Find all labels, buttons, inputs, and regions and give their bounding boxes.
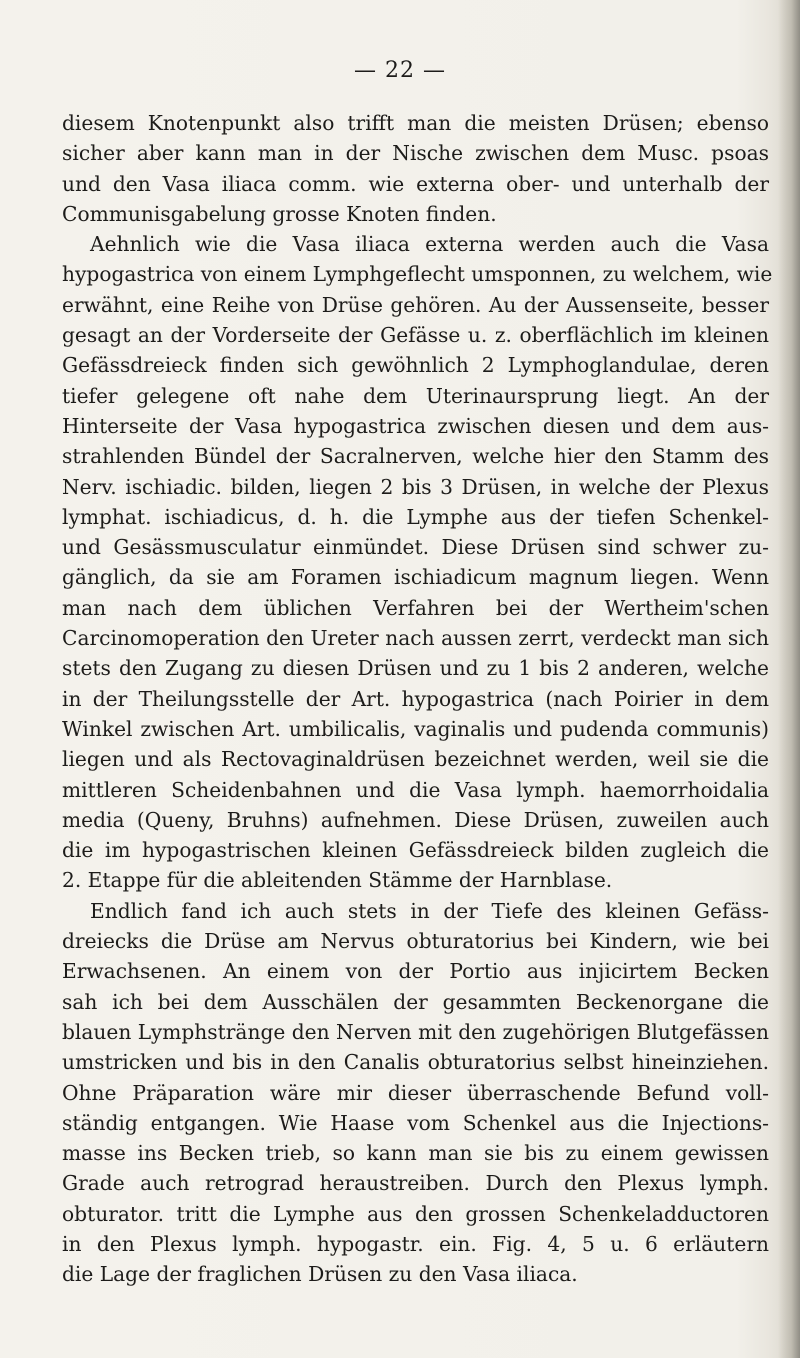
text-line: gänglich, da sie am Foramen ischiadicum magnum liegen. Wenn [62, 565, 769, 590]
text-line: in der Theilungsstelle der Art. hypogastrica (nach Poirier in dem [62, 686, 769, 711]
text-line: tiefer gelegene oft nahe dem Uterinaursprung liegt. An der [62, 383, 769, 408]
text-line: sah ich bei dem Ausschälen der gesammten Beckenorgane die [62, 989, 769, 1014]
text-line: und den Vasa iliaca comm. wie externa ober- und unterhalb der [62, 171, 769, 196]
page-edge-shadow [778, 0, 800, 1358]
text-line: blauen Lymphstränge den Nerven mit den zugehörigen Blutgefässen [62, 1019, 769, 1044]
text-line: Endlich fand ich auch stets in der Tiefe des kleinen Gefäss- [90, 898, 769, 923]
text-line: umstricken und bis in den Canalis obturatorius selbst hineinziehen. [62, 1050, 769, 1075]
text-line: Aehnlich wie die Vasa iliaca externa werden auch die Vasa [90, 232, 769, 257]
text-line: Erwachsenen. An einem von der Portio aus injicirtem Becken [62, 959, 769, 984]
text-line: strahlenden Bündel der Sacralnerven, welche hier den Stamm des [62, 444, 769, 469]
text-line: diesem Knotenpunkt also trifft man die meisten Drüsen; ebenso [62, 111, 769, 135]
text-line: und Gesässmusculatur einmündet. Diese Drüsen sind schwer zu- [62, 535, 769, 560]
text-line: Carcinomoperation den Ureter nach aussen zerrt, verdeckt man sich [62, 626, 769, 651]
text-line: die im hypogastrischen kleinen Gefässdreieck bilden zugleich die [62, 838, 769, 863]
text-line: Ohne Präparation wäre mir dieser überraschende Befund voll- [62, 1080, 769, 1105]
text-line: media (Queny, Bruhns) aufnehmen. Diese Drüsen, zuweilen auch [62, 807, 769, 832]
text-line: Grade auch retrograd heraustreiben. Durch den Plexus lymph. [62, 1171, 769, 1196]
body-text [62, 108, 773, 1290]
text-line: Nerv. ischiadic. bilden, liegen 2 bis 3 Drüsen, in welche der Plexus [62, 474, 769, 499]
text-line: obturator. tritt die Lymphe aus den grossen Schenkeladductoren [62, 1201, 769, 1226]
text-line: dreiecks die Drüse am Nervus obturatorius bei Kindern, wie bei [62, 929, 769, 954]
text-line: 2. Etappe für die ableitenden Stämme der Harnblase. [62, 868, 613, 893]
page-number: — 22 — [354, 58, 446, 83]
text-line: man nach dem üblichen Verfahren bei der Wertheim'schen [62, 595, 769, 620]
text-line: gesagt an der Vorderseite der Gefässe u. z. oberflächlich im kleinen [62, 323, 769, 348]
text-line: stets den Zugang zu diesen Drüsen und zu 1 bis 2 anderen, welche [62, 656, 769, 681]
text-line: lymphat. ischiadicus, d. h. die Lymphe aus der tiefen Schenkel- [62, 504, 769, 529]
text-line: Gefässdreieck finden sich gewöhnlich 2 Lymphoglandulae, deren [62, 353, 769, 378]
text-line: in den Plexus lymph. hypogastr. ein. Fig. 4, 5 u. 6 erläutern [62, 1231, 769, 1256]
text-line: liegen und als Rectovaginaldrüsen bezeichnet werden, weil sie die [62, 747, 769, 772]
text-line: hypogastrica von einem Lymphgeflecht umsponnen, zu welchem, wie [62, 262, 773, 287]
text-line: ständig entgangen. Wie Haase vom Schenkel aus die Injections- [62, 1110, 769, 1135]
text-line: masse ins Becken trieb, so kann man sie bis zu einem gewissen [62, 1141, 769, 1166]
text-line: erwähnt, eine Reihe von Drüse gehören. Au der Aussenseite, besser [62, 292, 769, 317]
text-line: Winkel zwischen Art. umbilicalis, vaginalis und pudenda communis) [62, 716, 769, 741]
text-line: Communisgabelung grosse Knoten finden. [62, 201, 497, 226]
text-line: sicher aber kann man in der Nische zwischen dem Musc. psoas [62, 141, 769, 166]
text-line: die Lage der fraglichen Drüsen zu den Vasa iliaca. [62, 1262, 578, 1287]
text-line: mittleren Scheidenbahnen und die Vasa lymph. haemorrhoidalia [62, 777, 769, 802]
text-line: Hinterseite der Vasa hypogastrica zwischen diesen und dem aus- [62, 413, 769, 438]
